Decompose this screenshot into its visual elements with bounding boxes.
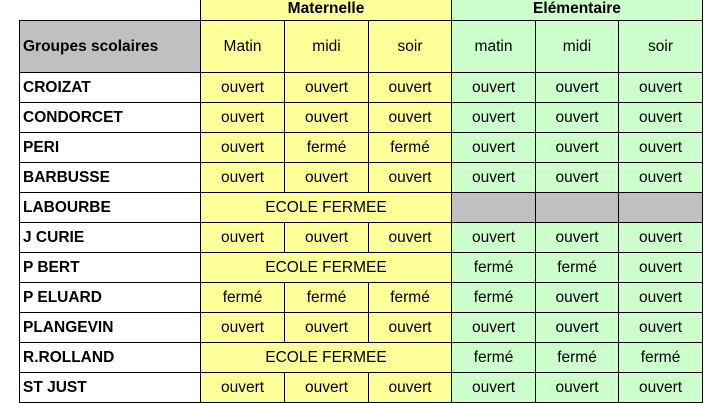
elementaire-status-cell: fermé — [452, 283, 536, 313]
maternelle-status-cell: ouvert — [369, 73, 452, 103]
elementaire-status-cell: ouvert — [619, 73, 703, 103]
elementaire-status-cell: ouvert — [536, 163, 619, 193]
elementaire-status-cell: fermé — [452, 343, 536, 373]
elementaire-status-cell: ouvert — [536, 103, 619, 133]
elementaire-status-cell: fermé — [536, 343, 619, 373]
elementaire-status-cell: ouvert — [452, 133, 536, 163]
elementaire-status-cell: ouvert — [536, 373, 619, 403]
maternelle-status-cell: fermé — [369, 133, 452, 163]
table-row — [20, 73, 703, 103]
elementaire-status-cell: ouvert — [619, 103, 703, 133]
elementaire-header: Elémentaire — [452, 0, 703, 21]
maternelle-status-cell: ouvert — [201, 223, 285, 253]
elementaire-status-cell: ouvert — [536, 223, 619, 253]
corner-cell — [20, 0, 201, 21]
school-name: CONDORCET — [20, 103, 201, 133]
elementaire-status-cell: ouvert — [619, 313, 703, 343]
maternelle-col-header: soir — [369, 21, 452, 73]
elementaire-status-cell: ouvert — [536, 133, 619, 163]
maternelle-status-cell: fermé — [369, 283, 452, 313]
elementaire-status-cell: ouvert — [452, 373, 536, 403]
maternelle-col-header: Matin — [201, 21, 285, 73]
elementaire-col-header: soir — [619, 21, 703, 73]
maternelle-status-cell: ouvert — [201, 373, 285, 403]
maternelle-status-cell: fermé — [285, 283, 369, 313]
table-row — [20, 103, 703, 133]
school-name: ST JUST — [20, 373, 201, 403]
elementaire-status-cell: ouvert — [619, 163, 703, 193]
empty-cell — [452, 193, 536, 223]
maternelle-closed-cell: ECOLE FERMEE — [201, 253, 452, 283]
table-row — [20, 373, 703, 403]
elementaire-status-cell: ouvert — [452, 163, 536, 193]
maternelle-status-cell: ouvert — [369, 223, 452, 253]
table-row — [20, 313, 703, 343]
maternelle-status-cell: ouvert — [369, 103, 452, 133]
maternelle-status-cell: ouvert — [369, 163, 452, 193]
maternelle-status-cell: ouvert — [285, 313, 369, 343]
maternelle-status-cell: fermé — [201, 283, 285, 313]
school-name: BARBUSSE — [20, 163, 201, 193]
maternelle-status-cell: ouvert — [285, 223, 369, 253]
elementaire-status-cell: ouvert — [619, 133, 703, 163]
maternelle-status-cell: ouvert — [285, 373, 369, 403]
elementaire-status-cell: ouvert — [619, 373, 703, 403]
school-name: P ELUARD — [20, 283, 201, 313]
school-name: R.ROLLAND — [20, 343, 201, 373]
elementaire-status-cell: fermé — [536, 253, 619, 283]
school-name: PLANGEVIN — [20, 313, 201, 343]
elementaire-status-cell: ouvert — [452, 103, 536, 133]
period-header-row — [20, 21, 703, 73]
elementaire-status-cell: ouvert — [452, 313, 536, 343]
table-row — [20, 133, 703, 163]
school-name: J CURIE — [20, 223, 201, 253]
empty-cell — [619, 193, 703, 223]
maternelle-status-cell: ouvert — [285, 103, 369, 133]
maternelle-status-cell: ouvert — [201, 103, 285, 133]
table-row — [20, 253, 703, 283]
groups-label: Groupes scolaires — [20, 21, 201, 73]
school-name: LABOURBE — [20, 193, 201, 223]
elementaire-col-header: midi — [536, 21, 619, 73]
school-name: CROIZAT — [20, 73, 201, 103]
maternelle-status-cell: fermé — [285, 133, 369, 163]
maternelle-col-header: midi — [285, 21, 369, 73]
elementaire-status-cell: fermé — [619, 343, 703, 373]
table-row — [20, 343, 703, 373]
elementaire-status-cell: ouvert — [536, 73, 619, 103]
maternelle-header: Maternelle — [201, 0, 452, 21]
elementaire-status-cell: ouvert — [619, 283, 703, 313]
schools-status-table — [19, 0, 703, 403]
maternelle-status-cell: ouvert — [201, 313, 285, 343]
maternelle-status-cell: ouvert — [369, 313, 452, 343]
elementaire-status-cell: ouvert — [619, 253, 703, 283]
maternelle-status-cell: ouvert — [201, 133, 285, 163]
group-header-row — [20, 0, 703, 21]
table-row — [20, 283, 703, 313]
elementaire-status-cell: ouvert — [536, 313, 619, 343]
table-row — [20, 193, 703, 223]
maternelle-status-cell: ouvert — [369, 373, 452, 403]
elementaire-status-cell: fermé — [452, 253, 536, 283]
elementaire-status-cell: ouvert — [452, 223, 536, 253]
elementaire-status-cell: ouvert — [619, 223, 703, 253]
maternelle-status-cell: ouvert — [285, 73, 369, 103]
elementaire-status-cell: ouvert — [536, 283, 619, 313]
table-row — [20, 163, 703, 193]
elementaire-status-cell: ouvert — [452, 73, 536, 103]
elementaire-col-header: matin — [452, 21, 536, 73]
maternelle-status-cell: ouvert — [201, 73, 285, 103]
maternelle-status-cell: ouvert — [201, 163, 285, 193]
school-name: P BERT — [20, 253, 201, 283]
maternelle-status-cell: ouvert — [285, 163, 369, 193]
empty-cell — [536, 193, 619, 223]
maternelle-closed-cell: ECOLE FERMEE — [201, 193, 452, 223]
table-row — [20, 223, 703, 253]
maternelle-closed-cell: ECOLE FERMEE — [201, 343, 452, 373]
school-name: PERI — [20, 133, 201, 163]
